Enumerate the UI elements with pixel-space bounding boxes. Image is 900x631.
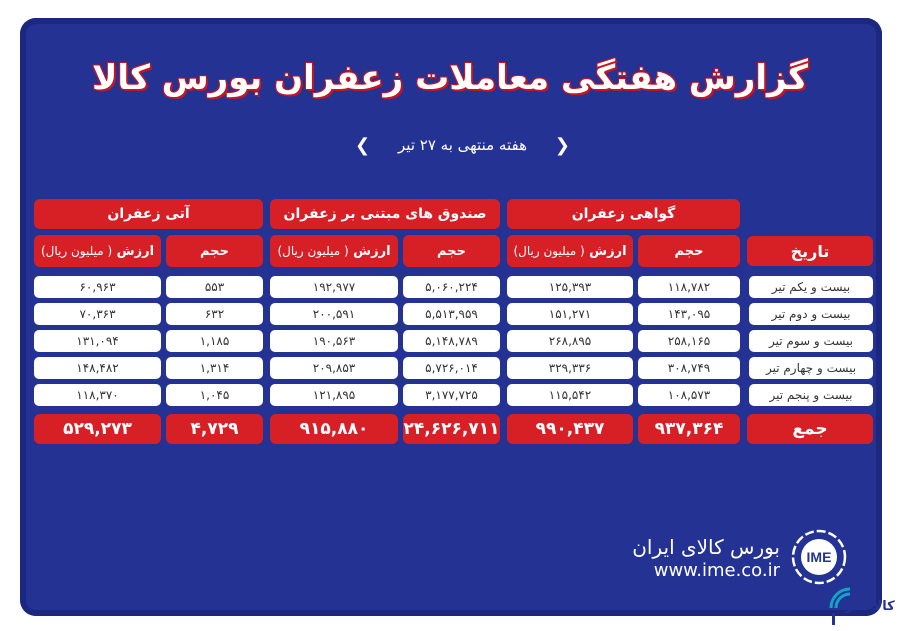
table-cell-futures-volume: ۶۳۲ xyxy=(166,303,263,325)
column-header-cert-volume: حجم xyxy=(638,235,740,267)
chevron-left-icon: ❮ xyxy=(355,134,371,156)
table-cell-cert-value: ۱۵۱,۲۷۱ xyxy=(507,303,633,325)
table-cell-fund-volume: ۵,۵۱۳,۹۵۹ xyxy=(403,303,500,325)
exchange-name: بورس کالای ایران xyxy=(632,535,780,559)
table-cell-fund-value: ۲۰۰,۵۹۱ xyxy=(270,303,398,325)
column-header-fund-value xyxy=(270,235,398,267)
table-cell-futures-value: ۱۳۱,۰۹۴ xyxy=(34,330,161,352)
total-fund-volume: ۲۴,۶۲۶,۷۱۱ xyxy=(403,414,500,444)
table-cell-futures-volume: ۱,۳۱۴ xyxy=(166,357,263,379)
value-label: ارزش xyxy=(353,243,391,259)
table-cell-fund-value: ۱۹۲,۹۷۷ xyxy=(270,276,398,298)
total-futures-value: ۵۲۹,۲۷۳ xyxy=(34,414,161,444)
subtitle-text: هفته منتهی به ۲۷ تیر xyxy=(398,136,527,154)
group-header-fund: صندوق های مبتنی بر زعفران xyxy=(270,199,500,229)
table-cell-fund-value: ۱۹۰,۵۶۳ xyxy=(270,330,398,352)
table-cell-date: بیست و دوم تیر xyxy=(749,303,873,325)
table-cell-cert-value: ۱۲۵,۳۹۳ xyxy=(507,276,633,298)
table-cell-cert-volume: ۱۱۸,۷۸۲ xyxy=(638,276,740,298)
total-label: جمع xyxy=(747,414,873,444)
value-unit: ( میلیون ریال) xyxy=(40,244,113,258)
table-cell-cert-volume: ۳۰۸,۷۴۹ xyxy=(638,357,740,379)
ime-logo-text: IME xyxy=(806,549,832,565)
table-cell-date: بیست و پنجم تیر xyxy=(749,384,873,406)
table-cell-date: بیست و سوم تیر xyxy=(749,330,873,352)
table-cell-cert-volume: ۱۰۸,۵۷۳ xyxy=(638,384,740,406)
value-unit: ( میلیون ریال) xyxy=(513,244,585,258)
week-subtitle xyxy=(355,132,570,158)
total-futures-volume: ۴,۷۲۹ xyxy=(166,414,263,444)
kala-khabar-logo-text: کالا خبر xyxy=(845,599,895,614)
table-cell-date: بیست و چهارم تیر xyxy=(749,357,873,379)
table-cell-fund-value: ۲۰۹,۸۵۳ xyxy=(270,357,398,379)
table-cell-futures-volume: ۱,۱۸۵ xyxy=(166,330,263,352)
table-cell-futures-value: ۶۰,۹۶۳ xyxy=(34,276,161,298)
value-label: ارزش xyxy=(589,243,627,259)
column-header-futures-volume: حجم xyxy=(166,235,263,267)
table-cell-cert-value: ۲۶۸,۸۹۵ xyxy=(507,330,633,352)
table-cell-fund-value: ۱۲۱,۸۹۵ xyxy=(270,384,398,406)
total-fund-value: ۹۱۵,۸۸۰ xyxy=(270,414,398,444)
group-header-certificate: گواهی زعفران xyxy=(507,199,740,229)
table-cell-fund-volume: ۳,۱۷۷,۷۲۵ xyxy=(403,384,500,406)
table-cell-fund-volume: ۵,۷۲۶,۰۱۴ xyxy=(403,357,500,379)
column-header-futures-value xyxy=(34,235,161,267)
kala-khabar-logo xyxy=(828,580,900,631)
table-cell-cert-volume: ۱۴۳,۰۹۵ xyxy=(638,303,740,325)
ime-logo xyxy=(790,528,848,586)
column-header-fund-volume: حجم xyxy=(403,235,500,267)
column-header-date: تاریخ xyxy=(747,236,873,266)
column-header-cert-value xyxy=(507,235,633,267)
table-cell-date: بیست و یکم تیر xyxy=(749,276,873,298)
report-title: گزارش هفتگی معاملات زعفران بورس کالا xyxy=(92,58,808,98)
table-cell-futures-value: ۱۴۸,۴۸۲ xyxy=(34,357,161,379)
table-cell-cert-volume: ۲۵۸,۱۶۵ xyxy=(638,330,740,352)
value-unit: ( میلیون ریال) xyxy=(277,244,349,258)
table-cell-cert-value: ۱۱۵,۵۴۲ xyxy=(507,384,633,406)
table-cell-fund-volume: ۵,۱۴۸,۷۸۹ xyxy=(403,330,500,352)
total-cert-volume: ۹۳۷,۳۶۴ xyxy=(638,414,740,444)
total-cert-value: ۹۹۰,۴۳۷ xyxy=(507,414,633,444)
table-cell-cert-value: ۳۲۹,۳۳۶ xyxy=(507,357,633,379)
table-cell-futures-value: ۱۱۸,۳۷۰ xyxy=(34,384,161,406)
table-cell-futures-volume: ۵۵۳ xyxy=(166,276,263,298)
group-header-futures: آتی زعفران xyxy=(34,199,263,229)
table-cell-fund-volume: ۵,۰۶۰,۲۲۴ xyxy=(403,276,500,298)
chevron-right-icon: ❯ xyxy=(554,134,570,156)
exchange-url: www.ime.co.ir xyxy=(653,560,780,581)
table-cell-futures-volume: ۱,۰۴۵ xyxy=(166,384,263,406)
value-label: ارزش xyxy=(116,243,155,259)
table-cell-futures-value: ۷۰,۳۶۳ xyxy=(34,303,161,325)
